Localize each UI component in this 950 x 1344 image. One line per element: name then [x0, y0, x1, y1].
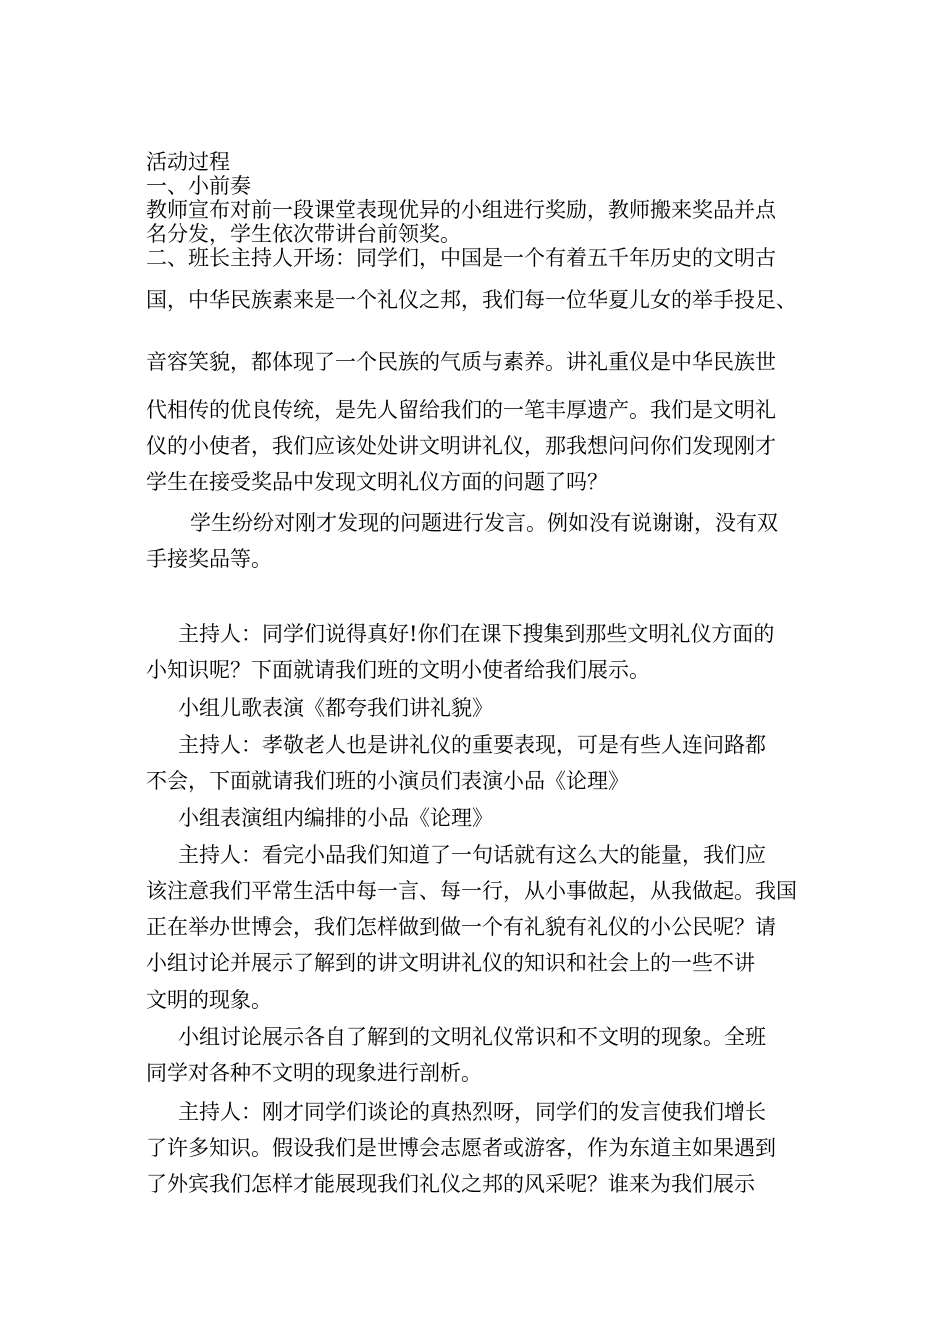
text-line: 代相传的优良传统，是先人留给我们的一笔丰厚遗产。我们是文明礼 — [146, 398, 776, 422]
text-line: 主持人：孝敬老人也是讲礼仪的重要表现，可是有些人连问路都 — [178, 733, 766, 757]
text-line: 主持人：同学们说得真好!你们在课下搜集到那些文明礼仪方面的 — [178, 622, 775, 646]
text-line: 正在举办世博会，我们怎样做到做一个有礼貌有礼仪的小公民呢？请 — [146, 915, 776, 939]
text-line: 学生纷纷对刚才发现的问题进行发言。例如没有说谢谢，没有双 — [190, 511, 778, 535]
section-heading: 活动过程 — [146, 150, 230, 174]
text-line: 手接奖品等。 — [146, 547, 272, 571]
subsection-heading: 一、小前奏 — [146, 174, 251, 198]
text-line: 音容笑貌，都体现了一个民族的气质与素养。讲礼重仪是中华民族世 — [146, 350, 776, 374]
text-line: 主持人：看完小品我们知道了一句话就有这么大的能量，我们应 — [178, 843, 766, 867]
text-line: 文明的现象。 — [146, 988, 272, 1012]
text-line: 同学对各种不文明的现象进行剖析。 — [146, 1061, 482, 1085]
text-line: 小组儿歌表演《都夸我们讲礼貌》 — [178, 696, 493, 720]
text-line: 仪的小使者，我们应该处处讲文明讲礼仪，那我想问问你们发现刚才 — [146, 434, 776, 458]
text-line: 小知识呢？下面就请我们班的文明小使者给我们展示。 — [146, 658, 650, 682]
text-line: 该注意我们平常生活中每一言、每一行，从小事做起，从我做起。我国 — [146, 879, 797, 903]
text-line: 了许多知识。假设我们是世博会志愿者或游客，作为东道主如果遇到 — [146, 1136, 776, 1160]
text-line: 小组讨论展示各自了解到的文明礼仪常识和不文明的现象。全班 — [178, 1025, 766, 1049]
text-line: 国，中华民族素来是一个礼仪之邦，我们每一位华夏儿女的举手投足、 — [146, 288, 797, 312]
text-line: 小组表演组内编排的小品《论理》 — [178, 806, 493, 830]
text-line: 小组讨论并展示了解到的讲文明讲礼仪的知识和社会上的一些不讲 — [146, 951, 755, 975]
text-line: 学生在接受奖品中发现文明礼仪方面的问题了吗？ — [146, 470, 608, 494]
text-line: 主持人：刚才同学们谈论的真热烈呀，同学们的发言使我们增长 — [178, 1100, 766, 1124]
text-line: 教师宣布对前一段课堂表现优异的小组进行奖励，教师搬来奖品并点 — [146, 198, 776, 222]
text-line: 名分发，学生依次带讲台前领奖。 — [146, 222, 461, 246]
text-line: 不会，下面就请我们班的小演员们表演小品《论理》 — [146, 769, 629, 793]
text-line: 了外宾我们怎样才能展现我们礼仪之邦的风采呢？谁来为我们展示 — [146, 1172, 755, 1196]
text-line: 二、班长主持人开场：同学们，中国是一个有着五千年历史的文明古 — [146, 246, 776, 270]
